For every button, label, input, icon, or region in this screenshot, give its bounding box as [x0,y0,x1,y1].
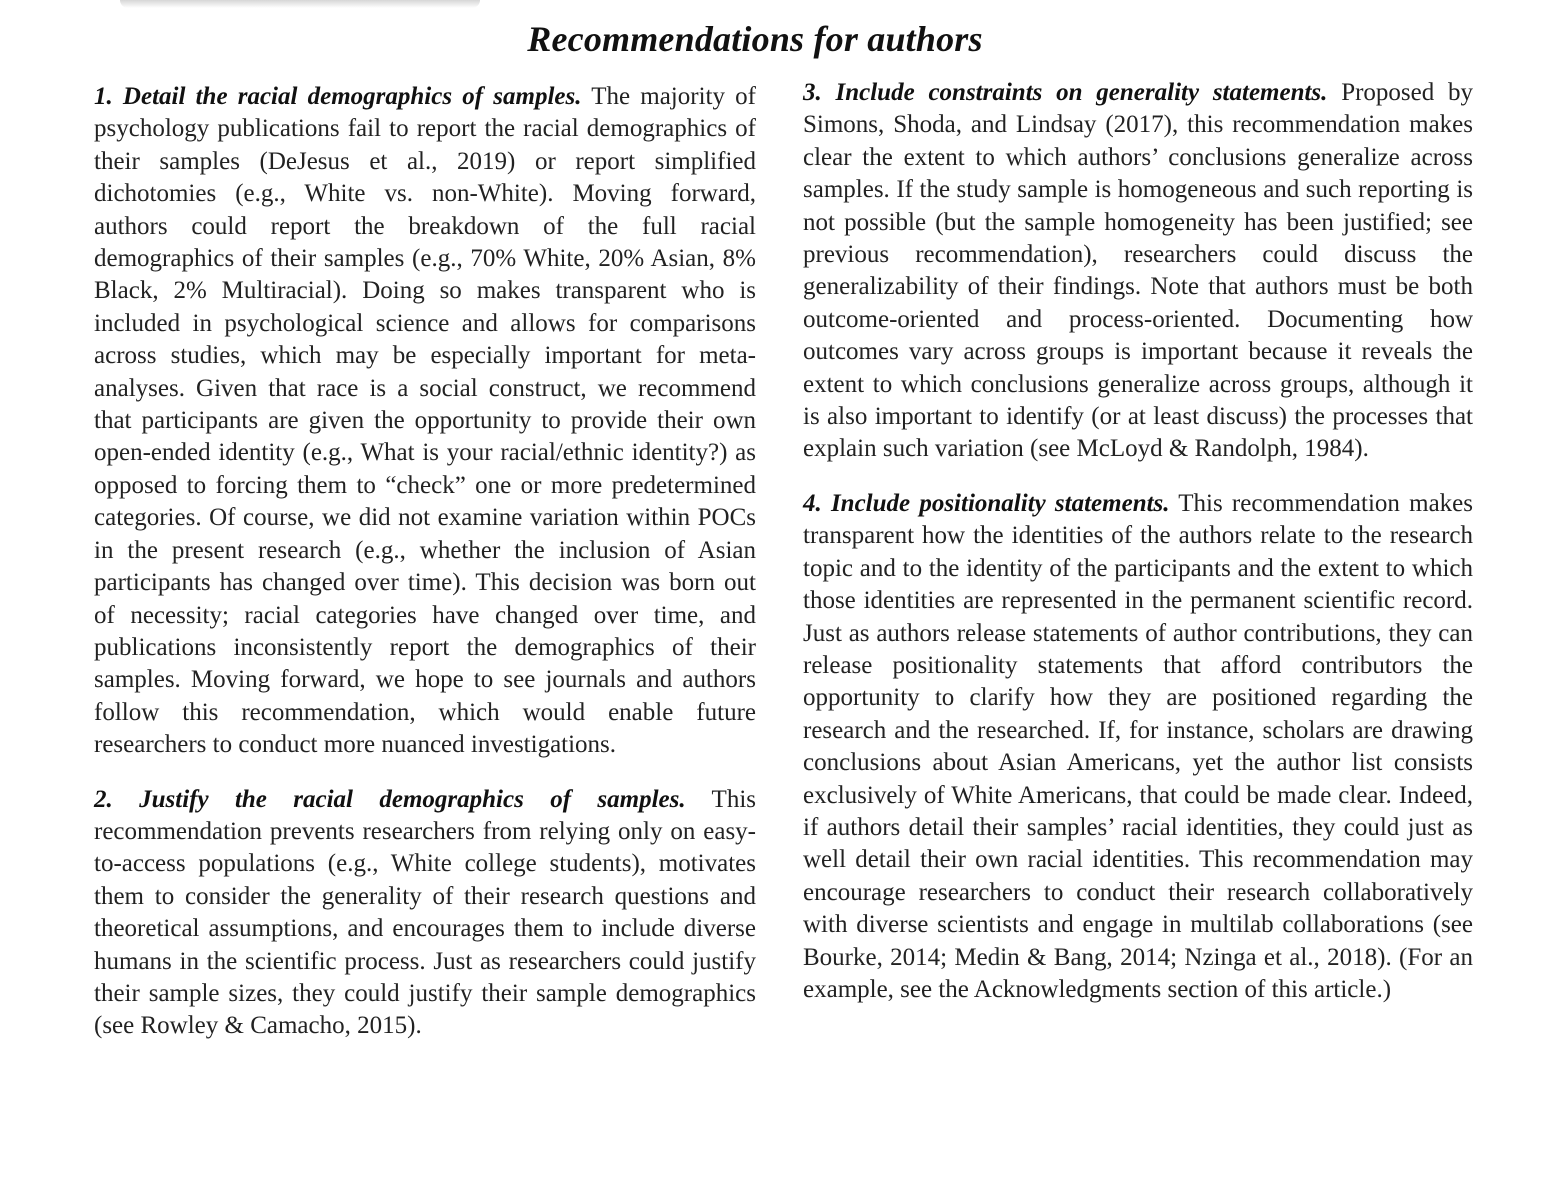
right-column [803,77,1473,1028]
recommendation-3 [803,77,1473,466]
recommendation-1-body: The majority of psychology publications fail to report the racial demographics of their samples (DeJesus et al., 2019) or report simplified dichotomies (e.g., White vs. non-White). Moving forward, authors could report the breakdown of the full racial demographics of their samples (e.g., 70% White, 20% Asian, 8% Black, 2% Multiracial). Doing so makes transparent who is included in psychological science and allows for comparisons across studies, which may be especially important for meta-analyses. Given that race is a social construct, we recommend that participants are given the opportunity to provide their own open-ended identity (e.g., What is your racial/ethnic identity?) as opposed to forcing them to “check” one or more predetermined categories. Of course, we did not examine variation within POCs in the present research (e.g., whether the inclusion of Asian participants has changed over time). This decision was born out of necessity; racial categories have changed over time, and publications inconsistently report the demographics of their samples. Moving forward, we hope to see journals and authors follow this recommendation, which would enable future researchers to conduct more nuanced investigations. [94,83,756,759]
recommendation-3-body: Proposed by Simons, Shoda, and Lindsay (2017), this recommendation makes clear the extent to which authors’ conclusions generalize across samples. If the study sample is homogeneous and such reporting is not possible (but the sample homogeneity has been justified; see previous recommendation), researchers could discuss the generalizability of their findings. Note that authors must be both outcome-oriented and process-oriented. Documenting how outcomes vary across groups is important because it reveals the extent to which conclusions generalize across groups, although it is also important to identify (or at least discuss) the processes that explain such variation (see McLoyd & Randolph, 1984). [803,79,1474,463]
recommendation-1 [94,81,756,762]
recommendation-3-heading: 3. Include constraints on generality statements. [803,79,1328,106]
recommendation-4 [803,488,1473,1007]
page-title: Recommendations for authors [527,19,983,59]
left-column [94,81,756,1065]
recommendation-4-heading: 4. Include positionality statements. [803,489,1170,517]
recommendation-2-heading: 2. Justify the racial demographics of samples. [94,785,686,813]
recommendation-4-body: This recommendation makes transparent how the identities of the authors relate to the research topic and to the identity of the participants and the extent to which those identities are represented in the permanent scientific record. Just as authors release statements of author contributions, they can release positionality statements that afford contributors the opportunity to clarify how they are positioned regarding the research and the researched. If, for instance, scholars are drawing conclusions about Asian Americans, yet the author list consists exclusively of White Americans, that could be made clear. Indeed, if authors detail their samples’ racial identities, they could just as well detail their own racial identities. This recommendation may encourage researchers to conduct their research collaboratively with diverse scientists and engage in multilab collaborations (see Bourke, 2014; Medin & Bang, 2014; Nzinga et al., 2018). (For an example, see the Acknowledgments section of this article.) [803,489,1473,1003]
recommendation-2-body: This recommendation prevents researchers from relying only on easy-to-access populations (e.g., White college students), motivates them to consider the generality of their research questions and theoretical assumptions, and encourages them to include diverse humans in the scientific process. Just as researchers could justify their sample sizes, they could justify their sample demographics (see Rowley & Camacho, 2015). [94,785,756,1040]
recommendation-2 [94,784,756,1043]
page-top-shadow [120,0,480,8]
recommendation-1-heading: 1. Detail the racial demographics of samples. [94,83,582,110]
